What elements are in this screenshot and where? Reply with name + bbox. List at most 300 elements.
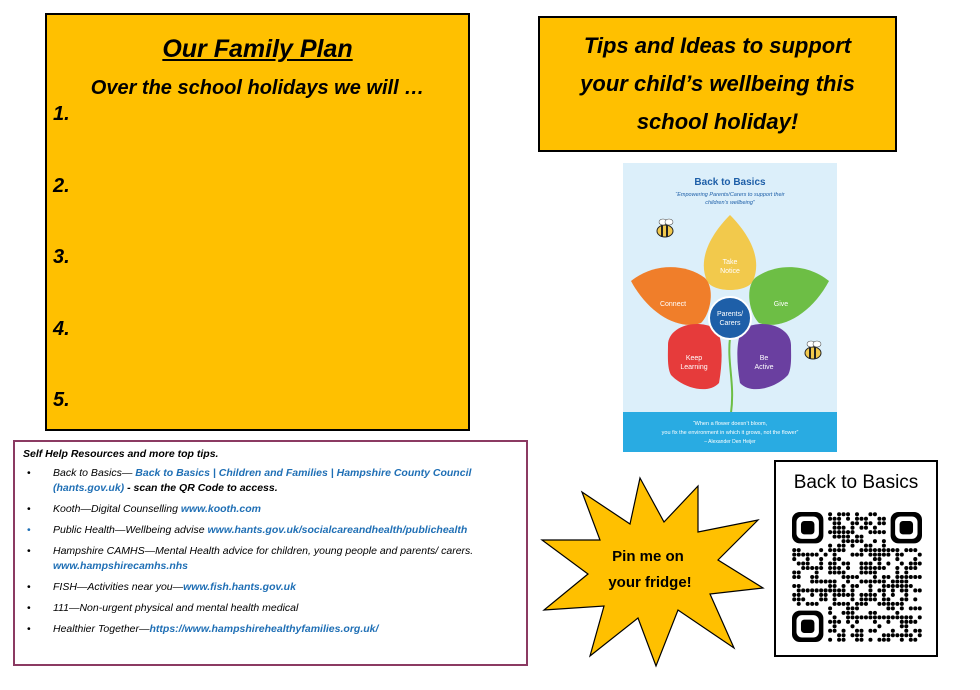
list-item: • Healthier Together—https://www.hampshirehealthyfamilies.org.uk/ [53, 622, 518, 637]
qr-module [891, 584, 895, 588]
qr-module [882, 575, 886, 579]
qr-module [833, 548, 837, 552]
qr-module [904, 584, 908, 588]
qr-module [882, 588, 886, 592]
qr-module [882, 615, 886, 619]
qr-module [868, 629, 872, 633]
qr-module [815, 602, 819, 606]
qr-module [837, 526, 841, 530]
qr-module [797, 562, 801, 566]
qr-module [895, 633, 899, 637]
qr-module [851, 588, 855, 592]
qr-module [900, 553, 904, 557]
qr-module [855, 602, 859, 606]
qr-module [886, 597, 890, 601]
qr-module [851, 584, 855, 588]
qr-module [900, 584, 904, 588]
qr-module [815, 571, 819, 575]
qr-module [819, 579, 823, 583]
qr-module [882, 638, 886, 642]
qr-module [792, 553, 796, 557]
qr-module [882, 602, 886, 606]
qr-module [846, 575, 850, 579]
qr-module [873, 575, 877, 579]
poster-subtitle-1: “Empowering Parents/Carers to support their [675, 192, 785, 198]
qr-module [828, 548, 832, 552]
qr-module [904, 624, 908, 628]
qr-module [868, 615, 872, 619]
qr-module [833, 602, 837, 606]
qr-module [900, 606, 904, 610]
quote-author: – Alexander Den Heijer [704, 439, 756, 445]
qr-module [873, 593, 877, 597]
qr-module [815, 566, 819, 570]
resources-heading: Self Help Resources and more top tips. [23, 448, 219, 460]
qr-title: Back to Basics [793, 472, 919, 493]
qr-module [833, 517, 837, 521]
qr-module [882, 553, 886, 557]
qr-module [792, 557, 796, 561]
camhs-link[interactable]: www.hampshirecamhs.nhs [53, 560, 188, 572]
qr-module [855, 633, 859, 637]
qr-code[interactable] [792, 512, 922, 648]
qr-module [855, 584, 859, 588]
qr-module [833, 588, 837, 592]
qr-module [877, 562, 881, 566]
qr-module [855, 539, 859, 543]
qr-module [900, 597, 904, 601]
qr-module [859, 539, 863, 543]
qr-module [873, 566, 877, 570]
qr-module [855, 553, 859, 557]
petal-label-be: Be [759, 355, 769, 362]
plan-item-4: 4. [53, 318, 70, 340]
qr-module [904, 633, 908, 637]
qr-module [895, 615, 899, 619]
qr-module [868, 597, 872, 601]
qr-module [864, 526, 868, 530]
qr-module [810, 575, 814, 579]
petal-give [749, 267, 829, 325]
petal-label-take: Take [722, 259, 738, 266]
qr-module [833, 571, 837, 575]
qr-module [918, 553, 922, 557]
qr-module [828, 530, 832, 534]
qr-module [882, 579, 886, 583]
qr-module [837, 566, 841, 570]
plan-subtitle: Over the school holidays we will … [90, 77, 425, 99]
kooth-link[interactable]: www.kooth.com [180, 503, 261, 515]
qr-module [801, 597, 805, 601]
qr-module [837, 588, 841, 592]
qr-module [828, 512, 832, 516]
qr-module [833, 553, 837, 557]
qr-module [833, 584, 837, 588]
qr-module [882, 548, 886, 552]
quote-line-1: “When a flower doesn’t bloom, [692, 421, 768, 427]
qr-module [918, 615, 922, 619]
qr-module [828, 629, 832, 633]
qr-module [886, 575, 890, 579]
qr-module [837, 530, 841, 534]
qr-module [846, 593, 850, 597]
qr-module [828, 562, 832, 566]
qr-module [851, 633, 855, 637]
qr-module [886, 615, 890, 619]
qr-module [810, 566, 814, 570]
qr-module [801, 566, 805, 570]
qr-module [833, 615, 837, 619]
qr-module [868, 530, 872, 534]
qr-module [846, 539, 850, 543]
qr-module [837, 633, 841, 637]
qr-module [855, 575, 859, 579]
qr-module [842, 526, 846, 530]
qr-module [851, 593, 855, 597]
qr-finder-pattern [792, 512, 823, 543]
qr-module [873, 526, 877, 530]
qr-module [873, 557, 877, 561]
qr-module [868, 553, 872, 557]
qr-module [859, 615, 863, 619]
qr-module [842, 535, 846, 539]
center-label-2: Carers [719, 320, 741, 327]
qr-module [833, 521, 837, 525]
qr-module [792, 575, 796, 579]
qr-module [868, 638, 872, 642]
qr-module [900, 638, 904, 642]
back-to-basics-link[interactable]: Back to Basics | Children and Families | Hampshire County Council (hants.gov.uk) [53, 467, 472, 494]
qr-module [882, 544, 886, 548]
qr-module [824, 579, 828, 583]
qr-module [913, 620, 917, 624]
qr-module [873, 615, 877, 619]
qr-module [859, 548, 863, 552]
qr-module [842, 544, 846, 548]
qr-module [859, 566, 863, 570]
qr-module [851, 544, 855, 548]
qr-module [819, 593, 823, 597]
tips-line-2: your child’s wellbeing this [580, 71, 855, 96]
qr-module [904, 548, 908, 552]
qr-module [846, 615, 850, 619]
qr-module [909, 615, 913, 619]
qr-module [819, 566, 823, 570]
qr-module [859, 579, 863, 583]
qr-module [846, 579, 850, 583]
qr-module [819, 548, 823, 552]
qr-module [900, 588, 904, 592]
qr-module [837, 602, 841, 606]
list-item: • Public Health—Wellbeing advise www.hants.gov.uk/socialcareandhealth/publichealth [53, 523, 518, 538]
qr-module [913, 562, 917, 566]
qr-module [864, 579, 868, 583]
qr-module [842, 530, 846, 534]
qr-module [904, 629, 908, 633]
qr-module [846, 606, 850, 610]
qr-module [864, 593, 868, 597]
qr-module [895, 548, 899, 552]
qr-module [886, 638, 890, 642]
qr-module [873, 611, 877, 615]
qr-module [891, 548, 895, 552]
plan-item-5: 5. [53, 389, 70, 411]
healthier-together-link[interactable]: https://www.hampshirehealthyfamilies.org.uk/ [149, 623, 379, 635]
qr-module [886, 633, 890, 637]
qr-module [882, 597, 886, 601]
qr-module [877, 530, 881, 534]
qr-module [913, 629, 917, 633]
qr-module [886, 584, 890, 588]
qr-module [882, 584, 886, 588]
flower-center [709, 297, 751, 339]
qr-module [895, 584, 899, 588]
qr-module [828, 579, 832, 583]
qr-module [882, 593, 886, 597]
qr-module [895, 571, 899, 575]
qr-module [900, 620, 904, 624]
qr-module [868, 584, 872, 588]
bee-icon [657, 219, 673, 237]
pin-me-starburst [538, 470, 768, 670]
qr-module [877, 548, 881, 552]
qr-module [824, 597, 828, 601]
poster-title: Back to Basics [694, 177, 766, 188]
qr-module [855, 620, 859, 624]
qr-module [891, 615, 895, 619]
petal-take-notice [704, 215, 756, 290]
qr-module [833, 526, 837, 530]
qr-module [886, 548, 890, 552]
qr-module [904, 593, 908, 597]
qr-module [859, 597, 863, 601]
qr-module [886, 553, 890, 557]
qr-module [842, 593, 846, 597]
qr-module [851, 539, 855, 543]
qr-module [810, 602, 814, 606]
starburst-shape [542, 478, 763, 666]
qr-module [873, 548, 877, 552]
qr-module [846, 530, 850, 534]
qr-module [855, 615, 859, 619]
qr-module [806, 553, 810, 557]
qr-module [837, 544, 841, 548]
qr-module [873, 620, 877, 624]
qr-module [868, 521, 872, 525]
qr-module [891, 606, 895, 610]
poster-subtitle-2: children’s wellbeing” [705, 200, 755, 206]
qr-module [797, 593, 801, 597]
qr-module [913, 606, 917, 610]
petal-label-keep: Keep [685, 355, 703, 362]
qr-module [837, 571, 841, 575]
qr-module [833, 624, 837, 628]
qr-module [824, 588, 828, 592]
qr-module [891, 602, 895, 606]
qr-module [810, 588, 814, 592]
qr-module [918, 562, 922, 566]
qr-module [837, 535, 841, 539]
qr-module [913, 638, 917, 642]
list-item: • 111—Non-urgent physical and mental health medical [53, 601, 518, 616]
qr-code-box [774, 460, 938, 657]
qr-module [855, 512, 859, 516]
qr-module [855, 629, 859, 633]
qr-module [815, 575, 819, 579]
qr-module [877, 588, 881, 592]
qr-module [900, 624, 904, 628]
qr-module [859, 593, 863, 597]
qr-module [837, 593, 841, 597]
tips-line-1: Tips and Ideas to support [583, 33, 852, 58]
qr-module [873, 579, 877, 583]
qr-module [877, 517, 881, 521]
qr-module [891, 593, 895, 597]
qr-module [859, 633, 863, 637]
qr-module [855, 606, 859, 610]
qr-module [873, 571, 877, 575]
qr-module [900, 562, 904, 566]
qr-module [806, 566, 810, 570]
qr-module [895, 566, 899, 570]
qr-module [815, 553, 819, 557]
qr-module [873, 512, 877, 516]
qr-module [900, 633, 904, 637]
qr-module [846, 535, 850, 539]
qr-module [842, 584, 846, 588]
qr-module [918, 606, 922, 610]
qr-module [797, 548, 801, 552]
qr-module [864, 521, 868, 525]
qr-module [792, 571, 796, 575]
qr-module [913, 566, 917, 570]
qr-finder-pattern [792, 611, 823, 642]
qr-module [864, 562, 868, 566]
qr-module [859, 562, 863, 566]
qr-module [833, 579, 837, 583]
qr-module [873, 530, 877, 534]
qr-module [837, 521, 841, 525]
qr-module [900, 615, 904, 619]
qr-module [842, 548, 846, 552]
qr-module [833, 629, 837, 633]
tips-line-3: school holiday! [636, 109, 799, 134]
qr-module [837, 517, 841, 521]
qr-module [797, 588, 801, 592]
qr-module [828, 566, 832, 570]
qr-module [842, 575, 846, 579]
qr-module [833, 562, 837, 566]
stem [729, 338, 732, 413]
petal-label-give: Give [773, 301, 789, 308]
qr-module [828, 588, 832, 592]
qr-module [806, 602, 810, 606]
qr-module [913, 597, 917, 601]
qr-module [801, 553, 805, 557]
qr-module [886, 562, 890, 566]
center-label-1: Parents/ [716, 311, 744, 318]
qr-module [833, 557, 837, 561]
qr-module [851, 530, 855, 534]
qr-module [792, 548, 796, 552]
qr-module [846, 620, 850, 624]
qr-module [873, 539, 877, 543]
qr-module [873, 629, 877, 633]
qr-module [833, 535, 837, 539]
qr-module [842, 629, 846, 633]
qr-module [851, 575, 855, 579]
qr-module [819, 557, 823, 561]
qr-module [913, 575, 917, 579]
qr-module [842, 571, 846, 575]
qr-module [842, 602, 846, 606]
qr-module [792, 593, 796, 597]
qr-module [797, 597, 801, 601]
qr-module [895, 602, 899, 606]
qr-module [909, 606, 913, 610]
qr-module [868, 548, 872, 552]
qr-module [891, 579, 895, 583]
qr-module [877, 638, 881, 642]
qr-module [842, 539, 846, 543]
plan-item-1: 1. [53, 103, 70, 125]
qr-module [909, 562, 913, 566]
qr-module [904, 579, 908, 583]
qr-module [859, 571, 863, 575]
qr-module [904, 597, 908, 601]
qr-module [904, 566, 908, 570]
qr-module [828, 584, 832, 588]
qr-module [909, 575, 913, 579]
qr-module [882, 517, 886, 521]
qr-module [824, 593, 828, 597]
petal-label-learning: Learning [680, 364, 708, 371]
plan-item-3: 3. [53, 246, 70, 268]
qr-module [837, 512, 841, 516]
qr-module [855, 517, 859, 521]
qr-module [877, 521, 881, 525]
qr-module [855, 535, 859, 539]
qr-module [904, 615, 908, 619]
qr-module [851, 606, 855, 610]
qr-module [797, 553, 801, 557]
qr-module [877, 624, 881, 628]
qr-module [828, 571, 832, 575]
qr-module [842, 638, 846, 642]
qr-module [877, 553, 881, 557]
qr-module [846, 512, 850, 516]
qr-module [837, 620, 841, 624]
qr-module [797, 602, 801, 606]
qr-module [859, 638, 863, 642]
qr-module [792, 584, 796, 588]
qr-module [900, 602, 904, 606]
fish-link[interactable]: www.fish.hants.gov.uk [183, 581, 296, 593]
qr-module [882, 521, 886, 525]
qr-module [864, 517, 868, 521]
self-help-resources-box [13, 440, 528, 666]
public-health-link[interactable]: www.hants.gov.uk/socialcareandhealth/publichealth [207, 524, 468, 536]
qr-module [851, 521, 855, 525]
qr-module [797, 571, 801, 575]
list-item: • Hampshire CAMHS—Mental Health advice for children, young people and parents/ carers. www.hampshirecamhs.nhs [53, 544, 518, 574]
qr-module [918, 575, 922, 579]
qr-module [891, 633, 895, 637]
qr-module [851, 624, 855, 628]
qr-module [819, 588, 823, 592]
qr-module [904, 571, 908, 575]
qr-module [909, 566, 913, 570]
